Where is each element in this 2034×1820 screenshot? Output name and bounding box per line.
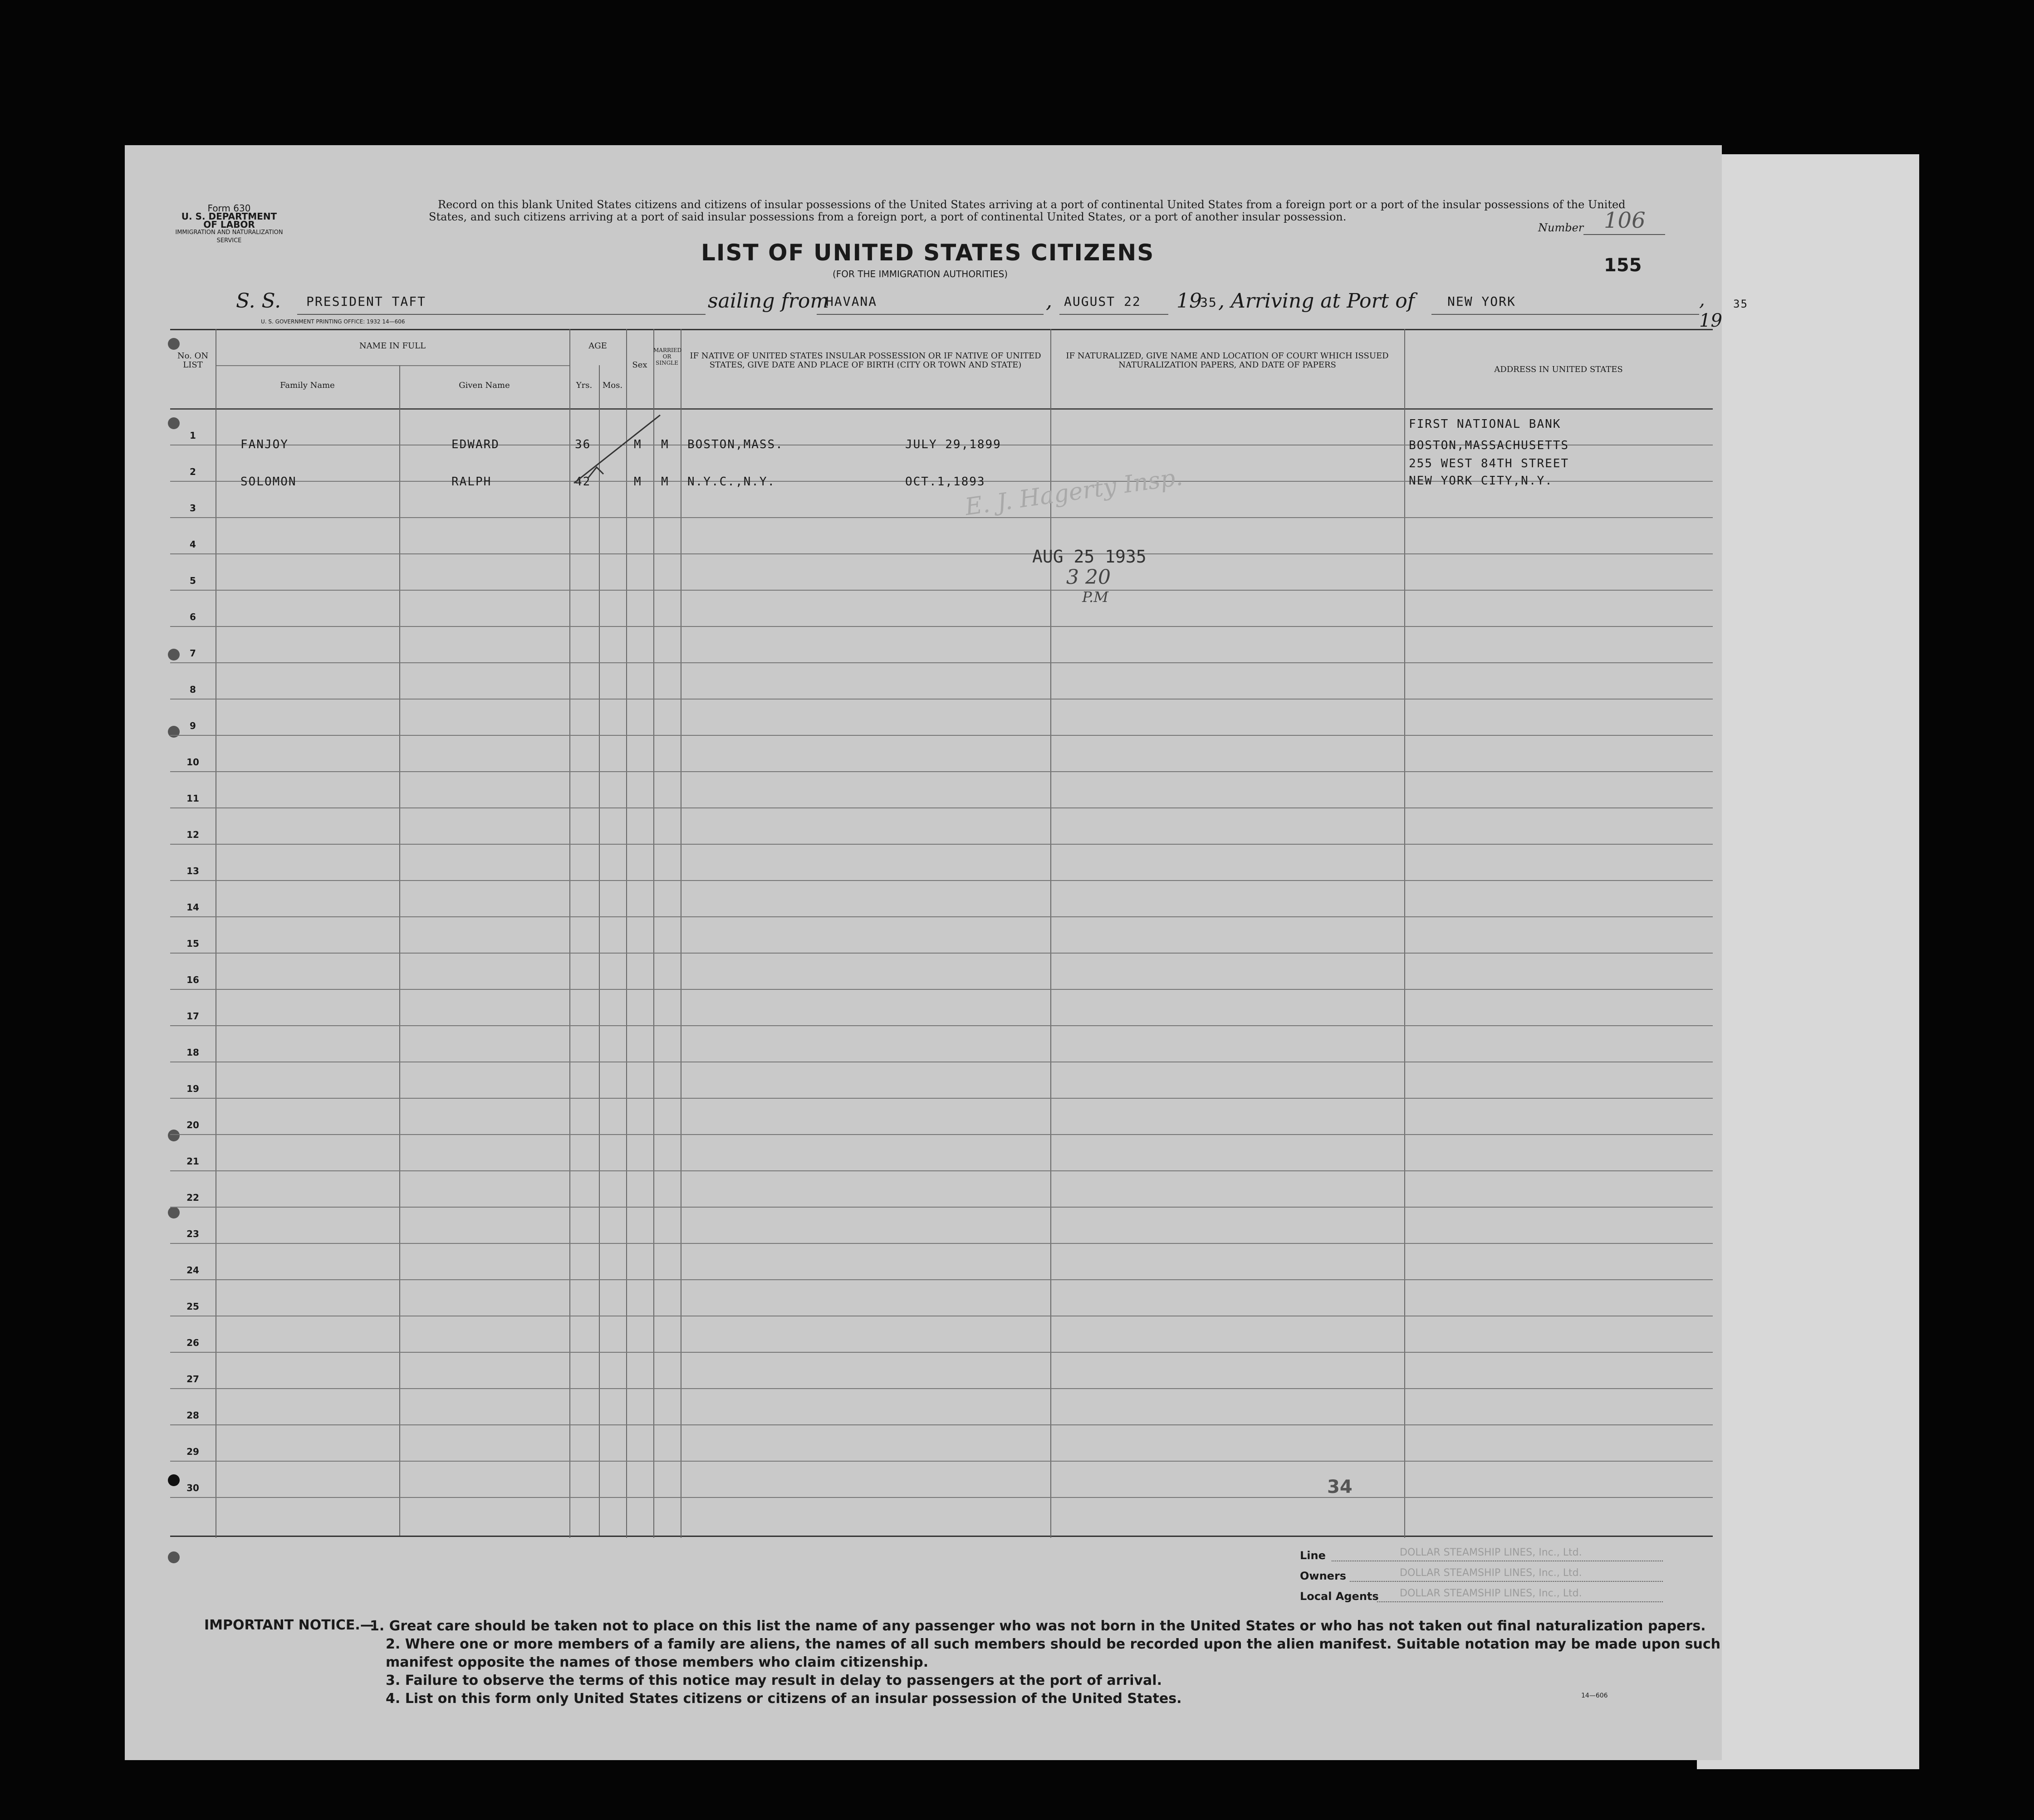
row-rule (170, 699, 1713, 700)
arrive-port: NEW YORK (1447, 294, 1516, 309)
row-number: 20 (186, 1120, 199, 1130)
punch-hole (168, 1551, 180, 1563)
printer-line: U. S. GOVERNMENT PRINTING OFFICE: 1932 14—606 (261, 318, 405, 325)
row-number: 22 (186, 1192, 199, 1203)
notice-item-2: 2. Where one or more members of a family are aliens, the names of all such members should be recorded upon the alien manifest. Suitable notation may be made upon such manifest opposite the names of those members who claim citizenship. (386, 1636, 1721, 1670)
passenger-1-birth-place: BOSTON,MASS. (687, 438, 784, 451)
date-stamp: AUG 25 1935 (1032, 547, 1147, 567)
row-rule (170, 1134, 1713, 1135)
row-number: 3 (190, 503, 196, 514)
passenger-1-birth-date: JULY 29,1899 (905, 438, 1001, 451)
backing-sheet (1697, 154, 1919, 1769)
form-instructions: Record on this blank United States citizens and citizens of insular possessions of the United States arriving at a port of continental United States from a foreign port or a port of the insular possessions of the United States, and such citizens arriving at a port of said insular possessions from a foreign port, a port of continental United States, or a port of another insular possession. (429, 198, 1626, 223)
passenger-2-birth-date: OCT.1,1893 (905, 475, 985, 489)
sail-year: 35 (1200, 295, 1217, 310)
check-mark-icon (569, 411, 669, 492)
passenger-1-address-line1: FIRST NATIONAL BANK (1409, 417, 1561, 431)
form-id-block (175, 204, 284, 245)
header-name-in-full: NAME IN FULL (359, 341, 426, 351)
department-name: U. S. DEPARTMENT OF LABOR (181, 211, 277, 230)
local-agents-label: Local Agents (1300, 1590, 1379, 1603)
ship-name: PRESIDENT TAFT (306, 294, 426, 309)
row-number: 13 (186, 866, 199, 876)
row-number: 25 (186, 1301, 199, 1312)
row-rule (170, 1352, 1713, 1353)
row-number: 9 (190, 720, 196, 731)
notice-heading: IMPORTANT NOTICE.— (204, 1617, 374, 1633)
arriving-label: , Arriving at Port of (1218, 289, 1415, 313)
row-rule (170, 1207, 1713, 1208)
passenger-2-address-line1: 255 WEST 84TH STREET (1409, 457, 1569, 470)
time-note: 3 20 (1066, 566, 1111, 589)
row-rule (170, 590, 1713, 591)
row-number: 10 (186, 757, 199, 768)
header-birth: IF NATIVE OF UNITED STATES INSULAR POSSESSION OR IF NATIVE OF UNITED STATES, GIVE DATE AND PLACE OF BIRTH (CITY OR TOWN AND STATE) (690, 351, 1041, 370)
row-number: 2 (190, 466, 196, 477)
row-number: 28 (186, 1410, 199, 1421)
comma: , (1046, 289, 1052, 313)
notice-item-4: 4. List on this form only United States citizens or citizens of an insular possession of the United States. (386, 1691, 1182, 1707)
col-rule (1050, 329, 1051, 1538)
page-subtitle: (FOR THE IMMIGRATION AUTHORITIES) (833, 269, 1008, 279)
form-number: Form 630 (207, 203, 251, 214)
header-mos: Mos. (602, 381, 623, 390)
header-age: AGE (588, 341, 607, 351)
row-number: 6 (190, 612, 196, 622)
row-number: 26 (186, 1337, 199, 1348)
line-label: Line (1300, 1549, 1326, 1562)
row-number: 16 (186, 974, 199, 985)
local-agents-dotted (1377, 1601, 1663, 1602)
rule (170, 1536, 1713, 1537)
row-rule (170, 1098, 1713, 1099)
notice-list (370, 1617, 1785, 1708)
stamp-number: 34 (1327, 1477, 1353, 1497)
page-title: LIST OF UNITED STATES CITIZENS (701, 240, 1155, 266)
row-number: 27 (186, 1374, 199, 1385)
col-rule (569, 329, 570, 1538)
row-rule (170, 953, 1713, 954)
col-rule (1404, 329, 1405, 1538)
header-family-name: Family Name (280, 381, 335, 390)
col-rule (599, 365, 600, 1536)
row-rule (170, 989, 1713, 990)
header-naturalized: IF NATURALIZED, GIVE NAME AND LOCATION OF COURT WHICH ISSUED NATURALIZATION PAPERS, AND DATE OF PAPERS (1066, 351, 1389, 370)
row-rule (170, 1497, 1713, 1498)
row-number: 5 (190, 575, 196, 586)
manifest-page (125, 145, 1748, 1760)
passenger-1-address-line2: BOSTON,MASSACHUSETTS (1409, 439, 1569, 452)
from-port-underline (817, 314, 1044, 315)
row-rule (170, 662, 1713, 663)
rule (170, 408, 1713, 410)
passenger-1-marital: M (661, 438, 669, 451)
row-rule (170, 735, 1713, 736)
sail-date: AUGUST 22 (1064, 294, 1141, 309)
passenger-1-family-name: FANJOY (240, 438, 289, 451)
passenger-2-age-years: 42 (575, 475, 591, 489)
rule (170, 329, 1713, 330)
passenger-2-address-line2: NEW YORK CITY,N.Y. (1409, 474, 1553, 488)
header-yrs: Yrs. (576, 381, 593, 390)
row-rule (170, 916, 1713, 917)
row-number: 21 (186, 1156, 199, 1167)
header-married-or-single: MARRIED OR SINGLE (653, 347, 682, 366)
local-agents-value: DOLLAR STEAMSHIP LINES, Inc., Ltd. (1400, 1588, 1582, 1599)
header-given-name: Given Name (459, 381, 510, 390)
row-number: 30 (186, 1482, 199, 1493)
row-rule (170, 880, 1713, 881)
arrive-year-prefix: , 19 (1699, 289, 1722, 331)
passenger-1-age-years: 36 (575, 438, 591, 451)
passenger-2-given-name: RALPH (451, 475, 492, 489)
row-number: 8 (190, 684, 196, 695)
row-rule (170, 771, 1713, 772)
row-number: 1 (190, 430, 196, 441)
col-rule (399, 365, 400, 1536)
row-rule (170, 1388, 1713, 1389)
row-number: 19 (186, 1083, 199, 1094)
service-name: IMMIGRATION AND NATURALIZATION SERVICE (175, 229, 283, 244)
number-value: 106 (1604, 208, 1646, 233)
line-value: DOLLAR STEAMSHIP LINES, Inc., Ltd. (1400, 1547, 1582, 1558)
col-rule (653, 329, 654, 1538)
notice-item-3: 3. Failure to observe the terms of this notice may result in delay to passengers at the port of arrival. (386, 1673, 1162, 1688)
row-number: 18 (186, 1047, 199, 1058)
row-number: 15 (186, 938, 199, 949)
row-number: 4 (190, 539, 196, 550)
form-code: 14—606 (1581, 1692, 1608, 1699)
owners-dotted (1350, 1581, 1663, 1582)
row-rule (170, 1243, 1713, 1244)
passenger-2-marital: M (661, 475, 669, 489)
ss-label: S. S. (236, 289, 281, 313)
passenger-2-sex: M (634, 475, 642, 489)
row-rule (170, 1025, 1713, 1026)
row-number: 12 (186, 829, 199, 840)
row-number: 17 (186, 1011, 199, 1022)
sail-date-underline (1059, 314, 1168, 315)
sailing-label: sailing from (708, 289, 829, 313)
owners-value: DOLLAR STEAMSHIP LINES, Inc., Ltd. (1400, 1567, 1582, 1579)
row-rule (170, 1170, 1713, 1171)
inspector-signature: E. J. Hagerty Insp. (963, 463, 1185, 521)
col-rule (626, 329, 627, 1538)
passenger-2-family-name: SOLOMON (240, 475, 297, 489)
header-address: ADDRESS IN UNITED STATES (1494, 365, 1623, 374)
passenger-2-birth-place: N.Y.C.,N.Y. (687, 475, 776, 489)
time-pm: P.M (1082, 588, 1108, 606)
row-rule (170, 807, 1713, 808)
arrive-port-underline (1431, 314, 1699, 315)
row-number: 24 (186, 1265, 199, 1276)
page-stamp-number: 155 (1604, 255, 1642, 276)
row-number: 7 (190, 648, 196, 659)
notice-item-1: 1. Great care should be taken not to place on this list the name of any passenger who was not born in the United States or who has not taken out final naturalization papers. (370, 1618, 1706, 1634)
passenger-ledger (170, 329, 1713, 1538)
passenger-1-given-name: EDWARD (451, 438, 500, 451)
passenger-1-sex: M (634, 438, 642, 451)
row-number: 29 (186, 1446, 199, 1457)
ship-underline (297, 314, 706, 315)
row-rule (170, 553, 1713, 554)
row-number: 11 (186, 793, 199, 804)
arrive-year: 35 (1733, 298, 1748, 310)
row-rule (170, 1279, 1713, 1280)
row-number: 23 (186, 1228, 199, 1239)
row-rule (170, 517, 1713, 518)
from-port: HAVANA (826, 294, 877, 309)
header-sex: Sex (632, 360, 647, 370)
year-prefix: 19 (1176, 289, 1202, 313)
row-number: 14 (186, 902, 199, 913)
row-rule (170, 1424, 1713, 1425)
row-rule (170, 844, 1713, 845)
row-rule (170, 626, 1713, 627)
header-no-on-list: No. ON LIST (177, 351, 209, 370)
owners-label: Owners (1300, 1570, 1347, 1582)
rule (216, 365, 569, 366)
row-rule (170, 1461, 1713, 1462)
number-underline (1583, 234, 1665, 235)
number-label: Number (1538, 221, 1584, 234)
